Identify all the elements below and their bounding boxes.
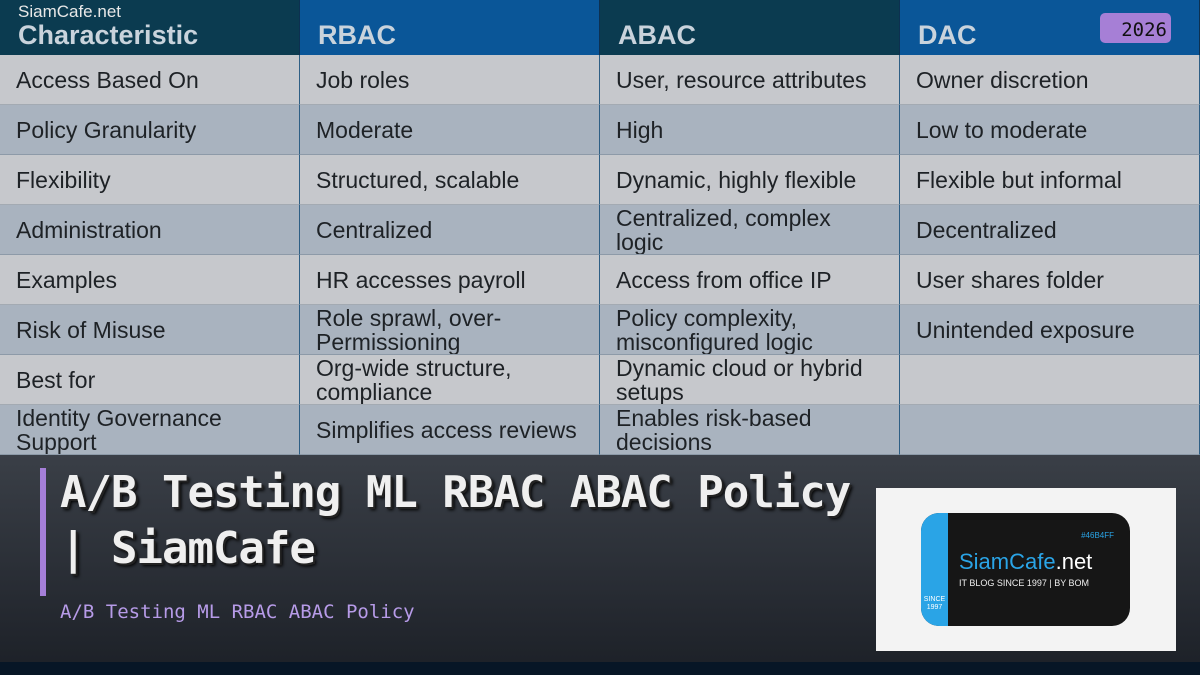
table-cell: Owner discretion	[900, 55, 1200, 105]
logo-brand-suffix: .net	[1055, 549, 1093, 574]
table-cell: Access Based On	[0, 55, 300, 105]
table-cell: Role sprawl, over-Permissioning	[300, 305, 600, 355]
table-cell: Low to moderate	[900, 105, 1200, 155]
table-cell: Administration	[0, 205, 300, 255]
column-header: ABAC	[600, 0, 900, 55]
column-header: RBAC	[300, 0, 600, 55]
table-cell: Policy complexity, misconfigured logic	[600, 305, 900, 355]
table-cell: Unintended exposure	[900, 305, 1200, 355]
table-cell: Decentralized	[900, 205, 1200, 255]
bottom-strip	[0, 662, 1200, 675]
table-cell: Structured, scalable	[300, 155, 600, 205]
table-cell: Access from office IP	[600, 255, 900, 305]
table-cell: Identity Governance Support	[0, 405, 300, 455]
table-cell: Simplifies access reviews	[300, 405, 600, 455]
table-cell: Best for	[0, 355, 300, 405]
table-cell: Dynamic, highly flexible	[600, 155, 900, 205]
year-badge: 2026	[1100, 13, 1171, 43]
table-cell: HR accesses payroll	[300, 255, 600, 305]
table-cell: Policy Granularity	[0, 105, 300, 155]
table-cell: Flexible but informal	[900, 155, 1200, 205]
table-cell: Moderate	[300, 105, 600, 155]
table-cell: Job roles	[300, 55, 600, 105]
subtitle: A/B Testing ML RBAC ABAC Policy	[60, 601, 415, 623]
table-cell: High	[600, 105, 900, 155]
table-cell: Examples	[0, 255, 300, 305]
column-header: Characteristic	[0, 0, 300, 55]
table-cell: User shares folder	[900, 255, 1200, 305]
logo-tagline: IT BLOG SINCE 1997 | BY BOM	[959, 578, 1090, 588]
table-cell	[900, 405, 1200, 455]
logo-brand-main: SiamCafe	[959, 549, 1056, 574]
table-cell: Enables risk-based decisions	[600, 405, 900, 455]
column-header: DAC	[900, 0, 1200, 55]
accent-bar	[40, 468, 46, 596]
page-title: A/B Testing ML RBAC ABAC Policy | SiamCafe	[60, 467, 851, 574]
table-cell: Centralized	[300, 205, 600, 255]
watermark: SiamCafe.net	[18, 2, 121, 21]
table-cell: User, resource attributes	[600, 55, 900, 105]
logo-since: SINCE 1997	[923, 596, 946, 611]
logo-brand	[959, 549, 1092, 575]
siamcafe-logo	[876, 488, 1176, 651]
logo-card	[921, 513, 1130, 626]
table-cell: Risk of Misuse	[0, 305, 300, 355]
logo-hex: #46B4FF	[1081, 531, 1114, 540]
table-cell: Flexibility	[0, 155, 300, 205]
table-cell: Dynamic cloud or hybrid setups	[600, 355, 900, 405]
table-cell: Centralized, complex logic	[600, 205, 900, 255]
table-cell: Org-wide structure, compliance	[300, 355, 600, 405]
table-cell	[900, 355, 1200, 405]
